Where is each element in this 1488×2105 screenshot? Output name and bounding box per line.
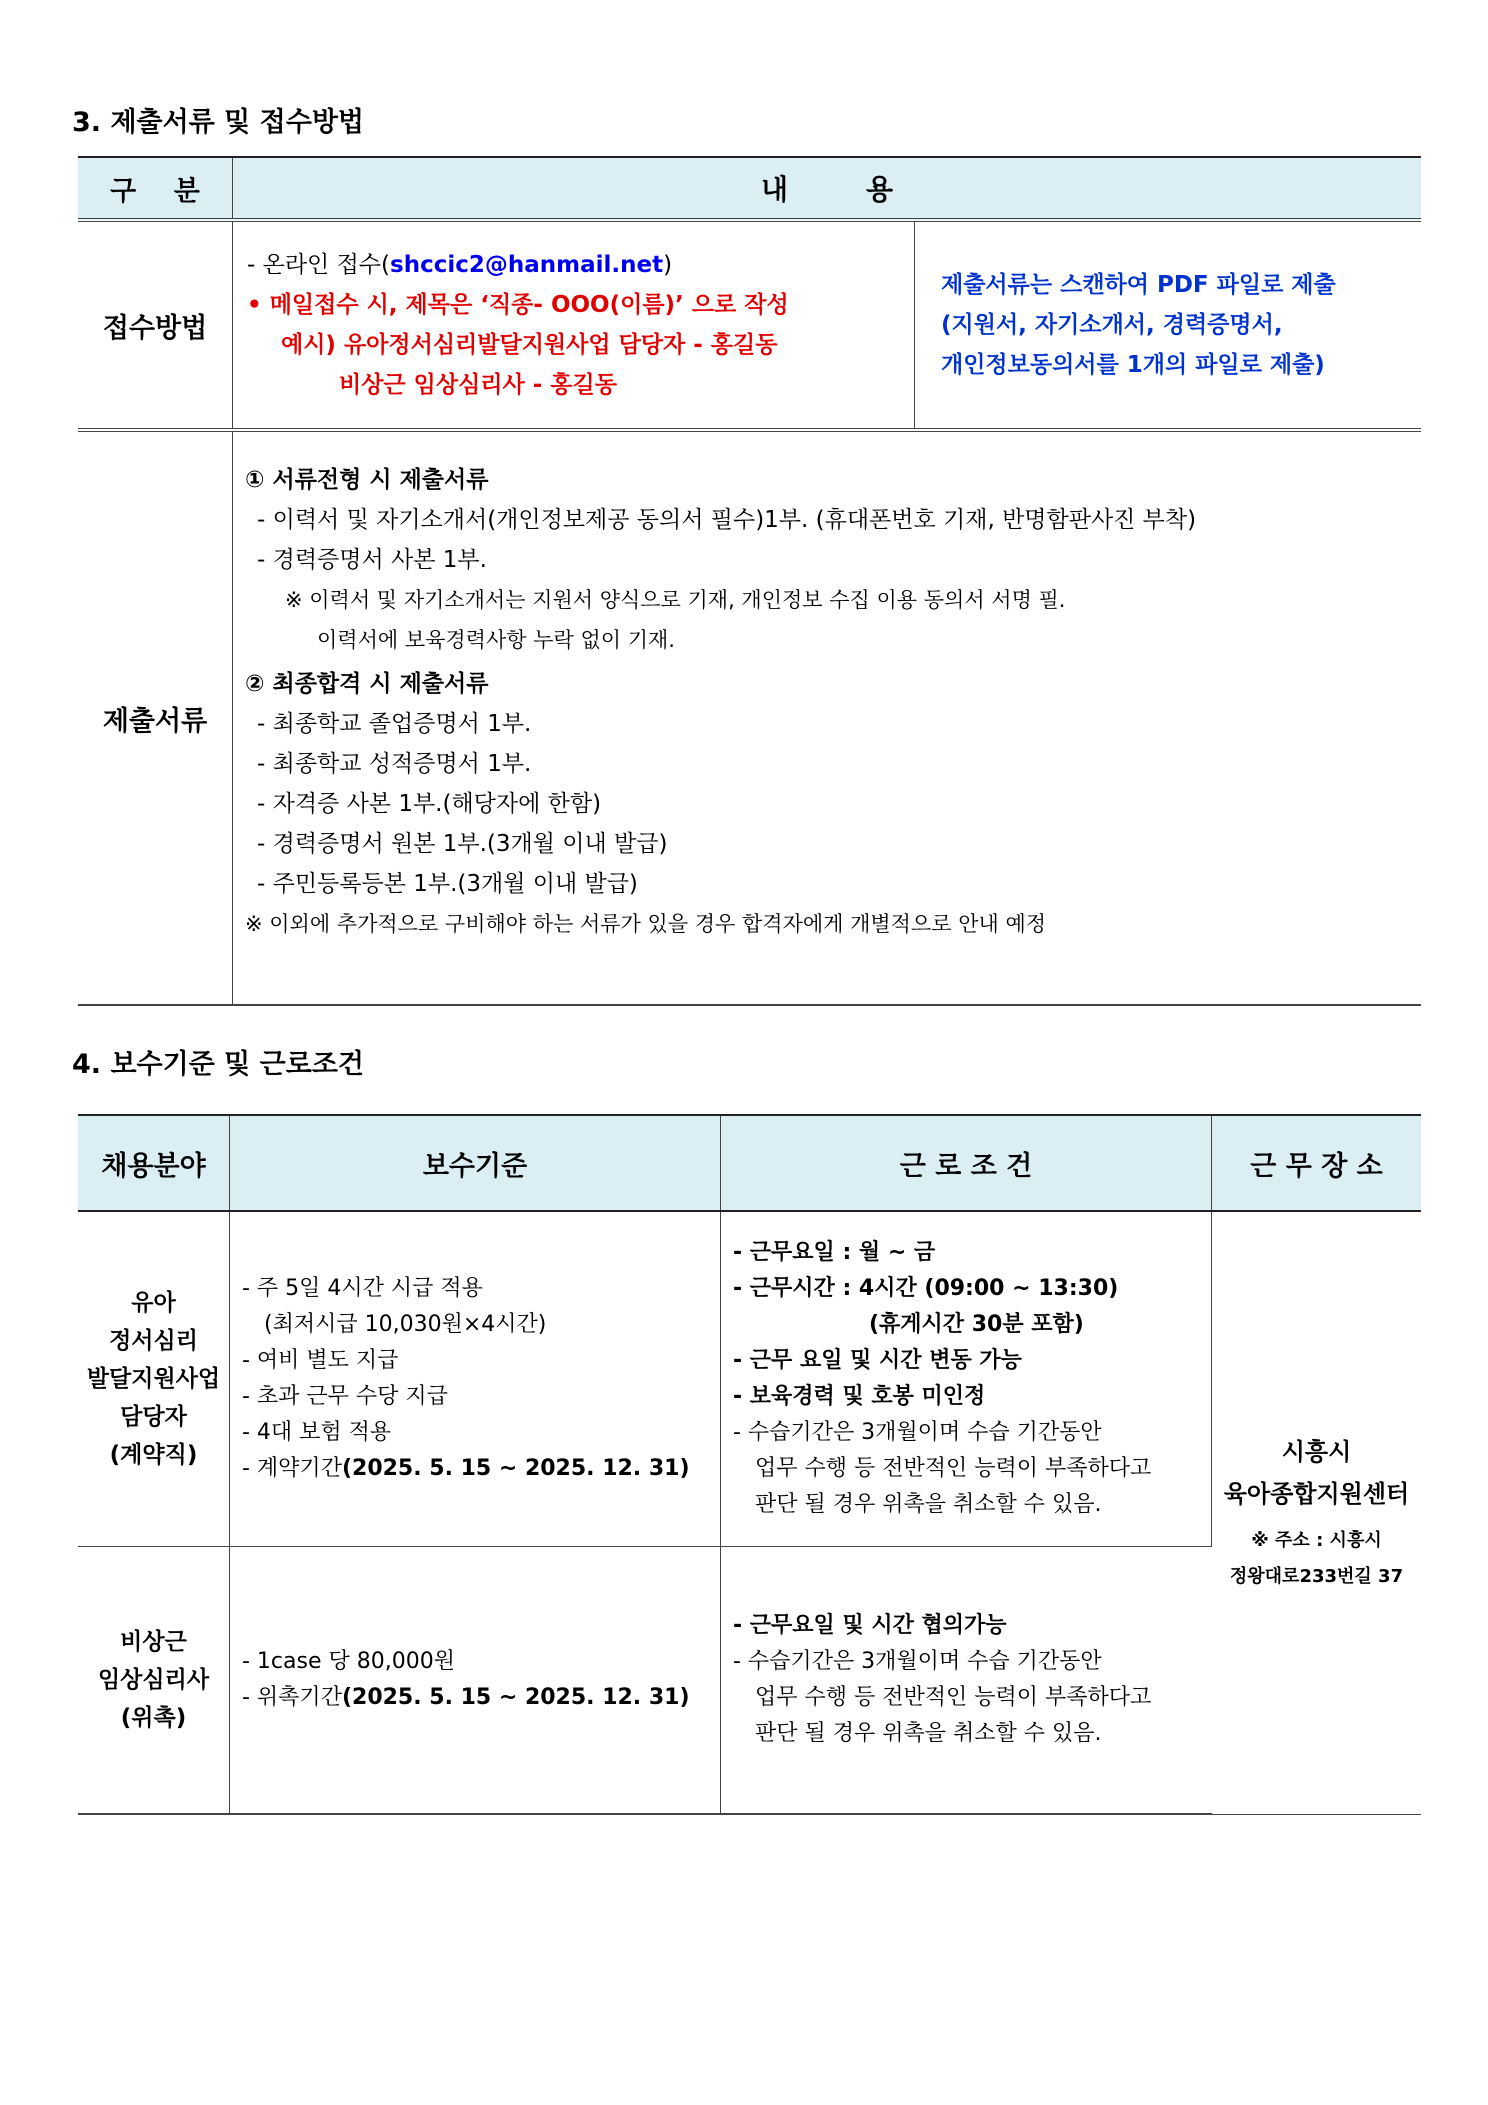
- list-item: - 주민등록등본 1부.(3개월 이내 발급): [257, 871, 638, 897]
- condition-item: - 수습기간은 3개월이며 수습 기간동안: [733, 1649, 1102, 1674]
- pay-item: (최저시급 10,030원×4시간): [264, 1312, 547, 1337]
- field-row1: 유아 정서심리 발달지원사업 담당자 (계약직): [78, 1211, 230, 1547]
- condition-item: - 수습기간은 3개월이며 수습 기간동안: [733, 1420, 1102, 1445]
- condition-item: - 근무시간 : 4시간 (09:00 ~ 13:30): [733, 1276, 1119, 1301]
- condition-item: - 보육경력 및 호봉 미인정: [733, 1384, 986, 1409]
- stage1-title: ① 서류전형 시 제출서류: [245, 467, 489, 493]
- header-place: 근 무 장 소: [1212, 1115, 1422, 1211]
- pay-item: - 여비 별도 지급: [242, 1348, 399, 1373]
- contract-period: - 계약기간(2025. 5. 15 ~ 2025. 12. 31): [242, 1456, 690, 1481]
- condition-item: - 근무요일 및 시간 협의가능: [733, 1613, 1007, 1638]
- email-subject-notice: • 메일접수 시, 제목은 ‘직종- OOO(이름)’ 으로 작성: [247, 292, 789, 318]
- place-line: 시흥시: [1281, 1437, 1352, 1466]
- condition-item: 판단 될 경우 위촉을 취소할 수 있음.: [755, 1492, 1102, 1517]
- compensation-table: [78, 1114, 1421, 1815]
- list-item: - 최종학교 졸업증명서 1부.: [257, 711, 532, 737]
- condition-item: - 근무 요일 및 시간 변동 가능: [733, 1348, 1022, 1373]
- email-link[interactable]: shccic2@hanmail.net: [390, 252, 664, 278]
- condition-item: 업무 수행 등 전반적인 능력이 부족하다고: [755, 1685, 1152, 1710]
- pay-item: - 4대 보험 적용: [242, 1420, 392, 1445]
- list-item: - 최종학교 성적증명서 1부.: [257, 751, 532, 777]
- documents-content: [233, 430, 1422, 1005]
- example-line-2: 비상근 임상심리사 - 홍길동: [339, 372, 617, 398]
- pdf-note-line: (지원서, 자기소개서, 경력증명서,: [941, 312, 1283, 338]
- section4-title: 4. 보수기준 및 근로조건: [72, 1049, 364, 1080]
- condition-item: (휴게시간 30분 포함): [869, 1312, 1084, 1337]
- method-content: [233, 220, 915, 430]
- header-field: 채용분야: [78, 1115, 230, 1211]
- header-category: 구 분: [78, 157, 233, 220]
- conditions-row2: [721, 1547, 1212, 1815]
- condition-item: - 근무요일 : 월 ~ 금: [733, 1240, 936, 1265]
- header-content: 내 용: [233, 157, 1422, 220]
- header-pay: 보수기준: [230, 1115, 721, 1211]
- pay-item: - 주 5일 4시간 시급 적용: [242, 1276, 483, 1301]
- place-address: 정왕대로233번길 37: [1229, 1565, 1404, 1587]
- stage2-title: ② 최종합격 시 제출서류: [245, 671, 489, 697]
- documents-label: 제출서류: [78, 430, 233, 1005]
- list-item: - 경력증명서 사본 1부.: [257, 547, 487, 573]
- place-line: 육아종합지원센터: [1223, 1479, 1410, 1508]
- online-line: - 온라인 접수(shccic2@hanmail.net): [247, 252, 673, 278]
- method-label: 접수방법: [78, 220, 233, 430]
- header-conditions: 근 로 조 건: [721, 1115, 1212, 1211]
- pdf-note-line: 제출서류는 스캔하여 PDF 파일로 제출: [941, 272, 1336, 298]
- pdf-note: [915, 220, 1422, 430]
- field-row2: 비상근 임상심리사 (위촉): [78, 1547, 230, 1815]
- place-address: ※ 주소 : 시흥시: [1251, 1529, 1382, 1551]
- work-place: [1212, 1211, 1422, 1814]
- submission-table: [78, 156, 1421, 1006]
- final-note: ※ 이외에 추가적으로 구비해야 하는 서류가 있을 경우 합격자에게 개별적으로 안내 예정: [245, 912, 1047, 936]
- pdf-note-line: 개인정보동의서를 1개의 파일로 제출): [941, 352, 1325, 378]
- pay-item: - 초과 근무 수당 지급: [242, 1384, 448, 1409]
- pay-item: - 1case 당 80,000원: [242, 1649, 455, 1674]
- list-item: - 자격증 사본 1부.(해당자에 한함): [257, 791, 602, 817]
- condition-item: 업무 수행 등 전반적인 능력이 부족하다고: [755, 1456, 1152, 1481]
- example-line-1: 예시) 유아정서심리발달지원사업 담당자 - 홍길동: [281, 332, 778, 358]
- list-item: - 경력증명서 원본 1부.(3개월 이내 발급): [257, 831, 668, 857]
- section3-title: 3. 제출서류 및 접수방법: [72, 107, 364, 138]
- condition-item: 판단 될 경우 위촉을 취소할 수 있음.: [755, 1721, 1102, 1746]
- contract-period: - 위촉기간(2025. 5. 15 ~ 2025. 12. 31): [242, 1685, 690, 1710]
- stage1-note: 이력서에 보육경력사항 누락 없이 기재.: [317, 628, 675, 652]
- stage1-note: ※ 이력서 및 자기소개서는 지원서 양식으로 기재, 개인정보 수집 이용 동의서 서명 필.: [285, 588, 1066, 612]
- list-item: - 이력서 및 자기소개서(개인정보제공 동의서 필수)1부. (휴대폰번호 기재, 반명함판사진 부착): [257, 507, 1197, 533]
- conditions-row1: [721, 1211, 1212, 1547]
- pay-row2: [230, 1547, 721, 1815]
- pay-row1: [230, 1211, 721, 1547]
